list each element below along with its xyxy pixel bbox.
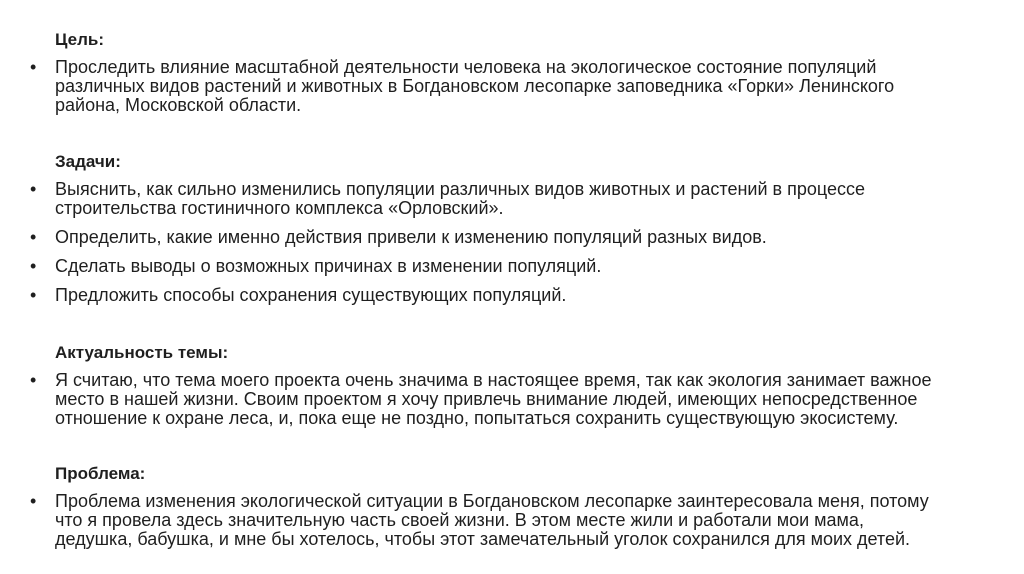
bullet: •	[30, 256, 37, 276]
tasks-heading: Задачи:	[55, 152, 121, 171]
relevance-item	[30, 371, 990, 428]
goal-item-text: Проследить влияние масштабной деятельности человека на экологическое состояние популяций различных видов растений и животных в Богдановском лесопарке заповедника «Горки» Ленинского района, Московской области.	[55, 57, 895, 115]
tasks-item-text: Сделать выводы о возможных причинах в изменении популяций.	[55, 256, 602, 276]
problem-item-text: Проблема изменения экологической ситуации в Богдановском лесопарке заинтересовала меня, потому что я провела здесь значительную часть своей жизни. В этом месте жили и работали мои мама, дедушка, бабушка, и мне бы хотелось, чтобы этот замечательный уголок сохранился для моих детей.	[55, 491, 929, 549]
bullet: •	[30, 285, 37, 305]
tasks-item	[30, 228, 990, 247]
bullet: •	[30, 227, 37, 247]
bullet: •	[30, 370, 37, 390]
bullet: •	[30, 491, 37, 511]
tasks-item	[30, 286, 990, 305]
tasks-item-text: Определить, какие именно действия привели к изменению популяций разных видов.	[55, 227, 767, 247]
bullet: •	[30, 57, 37, 77]
relevance-item-text: Я считаю, что тема моего проекта очень значима в настоящее время, так как экология занимает важное место в нашей жизни. Своим проектом я хочу привлечь внимание людей, имеющих непосредственное отношение к охране леса, и, пока еще не поздно, попытаться сохранить существующую экосистему.	[55, 370, 932, 428]
tasks-item	[30, 257, 990, 276]
problem-item	[30, 492, 990, 549]
goal-heading: Цель:	[55, 30, 104, 49]
relevance-heading: Актуальность темы:	[55, 343, 229, 362]
goal-item	[30, 58, 990, 115]
bullet: •	[30, 179, 37, 199]
tasks-item	[30, 180, 990, 218]
tasks-item-text: Выяснить, как сильно изменились популяции различных видов животных и растений в процессе строительства гостиничного комплекса «Орловский».	[55, 179, 865, 218]
problem-heading: Проблема:	[55, 464, 146, 483]
tasks-item-text: Предложить способы сохранения существующих популяций.	[55, 285, 567, 305]
